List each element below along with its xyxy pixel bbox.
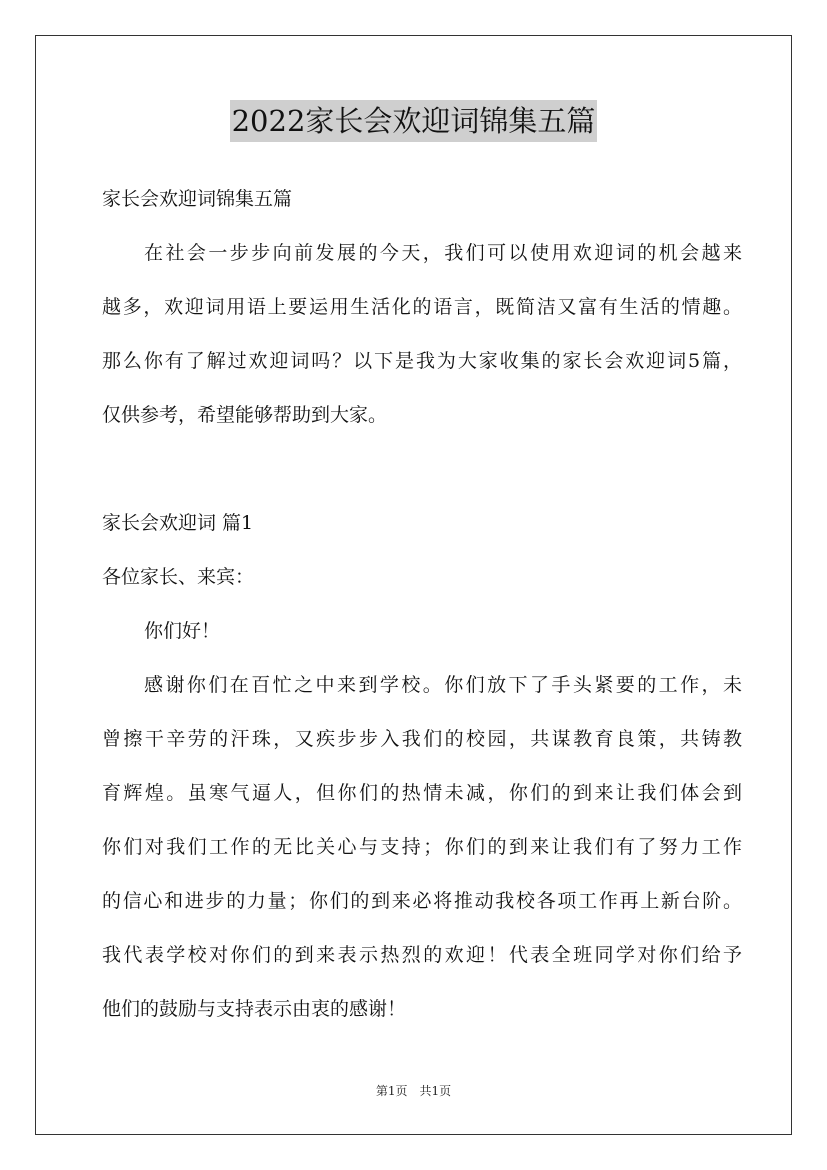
intro-line: 仅供参考，希望能够帮助到大家。 [102, 404, 388, 426]
section-heading: 家长会欢迎词 篇1 [102, 512, 254, 534]
body-line: 你们对我们工作的无比关心与支持；你们的到来让我们有了努力工作 [102, 836, 742, 858]
body-line: 的信心和进步的力量；你们的到来必将推动我校各项工作再上新台阶。 [102, 890, 742, 912]
body-line: 他们的鼓励与支持表示由衷的感谢！ [102, 998, 407, 1020]
body-line: 曾擦干辛劳的汗珠，又疾步步入我们的校园，共谋教育良策，共铸教 [102, 728, 742, 750]
document-body [102, 172, 742, 1036]
document-title: 2022家长会欢迎词锦集五篇 [230, 100, 598, 142]
salutation: 各位家长、来宾： [102, 566, 255, 588]
page-footer: 第1页 共1页 [375, 1084, 452, 1098]
intro-line: 越多，欢迎词用语上要运用生活化的语言，既简洁又富有生活的情趣。 [102, 296, 742, 318]
greeting: 你们好！ [144, 620, 221, 642]
intro-line: 在社会一步步向前发展的今天，我们可以使用欢迎词的机会越来 [144, 242, 742, 264]
body-line: 育辉煌。虽寒气逼人，但你们的热情未减，你们的到来让我们体会到 [102, 782, 742, 804]
body-line: 感谢你们在百忙之中来到学校。你们放下了手头紧要的工作，未 [144, 674, 742, 696]
intro-line: 那么你有了解过欢迎词吗？以下是我为大家收集的家长会欢迎词5篇， [102, 350, 742, 372]
body-line: 我代表学校对你们的到来表示热烈的欢迎！代表全班同学对你们给予 [102, 944, 742, 966]
intro-heading: 家长会欢迎词锦集五篇 [102, 188, 293, 210]
paragraph-gap [102, 442, 742, 496]
title-container [0, 100, 827, 142]
